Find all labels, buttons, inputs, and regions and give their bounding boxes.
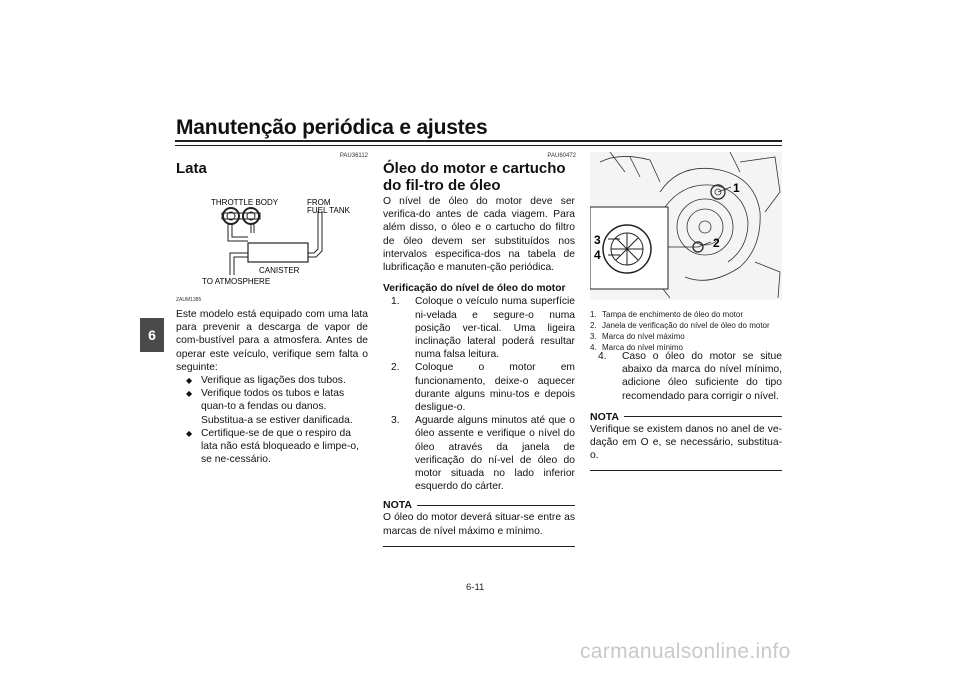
oleo-intro-text: O nível de óleo do motor deve ser verifica-do antes de cada viagem. Para além disso, o óleo e o cartucho do filtro de óleo devem ser substituídos nos intervalos especifica-dos na tabela de lubrificação e manuten-ção periódica. [383, 196, 575, 274]
nota-heading: NOTA [383, 499, 575, 511]
oil-level-subheading: Verificação do nível de óleo do motor [383, 283, 566, 295]
callout-3: 3 [594, 233, 601, 247]
engine-oil-illustration [590, 152, 782, 300]
section-heading-lata: Lata [176, 160, 207, 177]
label-fuel-tank: FUEL TANK [307, 206, 350, 215]
list-item: 4. Caso o óleo do motor se situe abaixo da marca do nível mínimo, adicione óleo suficiente do tipo recomendado para corrigir o nível. [598, 351, 782, 402]
figure-captions [590, 309, 782, 353]
callout-4: 4 [594, 248, 601, 262]
title-rule [175, 140, 782, 142]
canister-illustration [248, 243, 308, 262]
canister-diagram [196, 193, 356, 293]
caption-item: 3. Marca do nível máximo [590, 332, 685, 341]
section-heading-oleo: Óleo do motor e cartucho do fil-tro de óleo [383, 160, 566, 194]
list-item: ◆ Certifique-se de que o respiro da lata não está bloqueado e limpe-o, se ne-cessário. [184, 427, 368, 467]
nota-heading-2: NOTA [590, 411, 782, 423]
callout-1: 1 [733, 181, 740, 195]
label-to-atmosphere: TO ATMOSPHERE [202, 277, 271, 286]
caption-item: 1. Tampa de enchimento de óleo do motor [590, 310, 743, 319]
nota-end-rule [383, 546, 575, 547]
list-item: ◆ Verifique todos os tubos e latas quan-to a fendas ou danos. Substitua-a se estiver danificada. [184, 387, 368, 427]
list-item: 1. Coloque o veículo numa superfície ni-velada e segure-o numa posição ver-tical. Uma ligeira inclinação lateral poderá resultar numa falsa leitura. [391, 296, 575, 361]
label-from: FROM [307, 198, 331, 207]
nota-text-2: Verifique se existem danos no anel de ve-dação em O e, se necessário, substitua-o. [590, 423, 782, 462]
page-title: Manutenção periódica e ajustes [176, 116, 488, 139]
label-throttle-body: THROTTLE BODY [211, 198, 279, 207]
section-code-lata: PAU36112 [339, 153, 368, 159]
chapter-tab: 6 [140, 318, 164, 352]
title-rule-thin [175, 145, 782, 146]
figure-code: ZAUM1385 [176, 297, 202, 303]
page-number: 6-11 [466, 582, 485, 593]
watermark: carmanualsonline.info [580, 640, 791, 663]
list-item: 2. Coloque o motor em funcionamento, deixe-o aquecer durante alguns minu-tos e depois desligue-o. [391, 362, 575, 414]
throttle-body-illustration [222, 208, 260, 224]
lata-checklist [176, 374, 368, 466]
lata-intro-text: Este modelo está equipado com uma lata para prevenir a descarga de vapor de com-bustível para a atmosfera. Antes de operar este veículo, verifique sem falta o seguinte: [176, 309, 368, 373]
oil-check-steps [383, 295, 575, 493]
section-code-oleo: PAU60472 [547, 153, 576, 159]
oil-check-steps-continued [590, 350, 782, 403]
list-item: 3. Aguarde alguns minutos até que o óleo assente e verifique o nível do óleo através da janela de verificação do ní-vel de óleo do motor situada no lado inferior esquerdo do cárter. [391, 415, 575, 493]
list-item: ◆ Verifique as ligações dos tubos. [184, 374, 368, 387]
caption-item: 2. Janela de verificação do nível de óleo do motor [590, 321, 770, 330]
nota-text: O óleo do motor deverá situar-se entre as marcas de nível máximo e mínimo. [383, 512, 575, 537]
caption-item: 4. Marca do nível mínimo [590, 343, 683, 352]
callout-2: 2 [713, 236, 720, 250]
label-canister: CANISTER [259, 266, 300, 275]
nota-end-rule-2 [590, 470, 782, 471]
